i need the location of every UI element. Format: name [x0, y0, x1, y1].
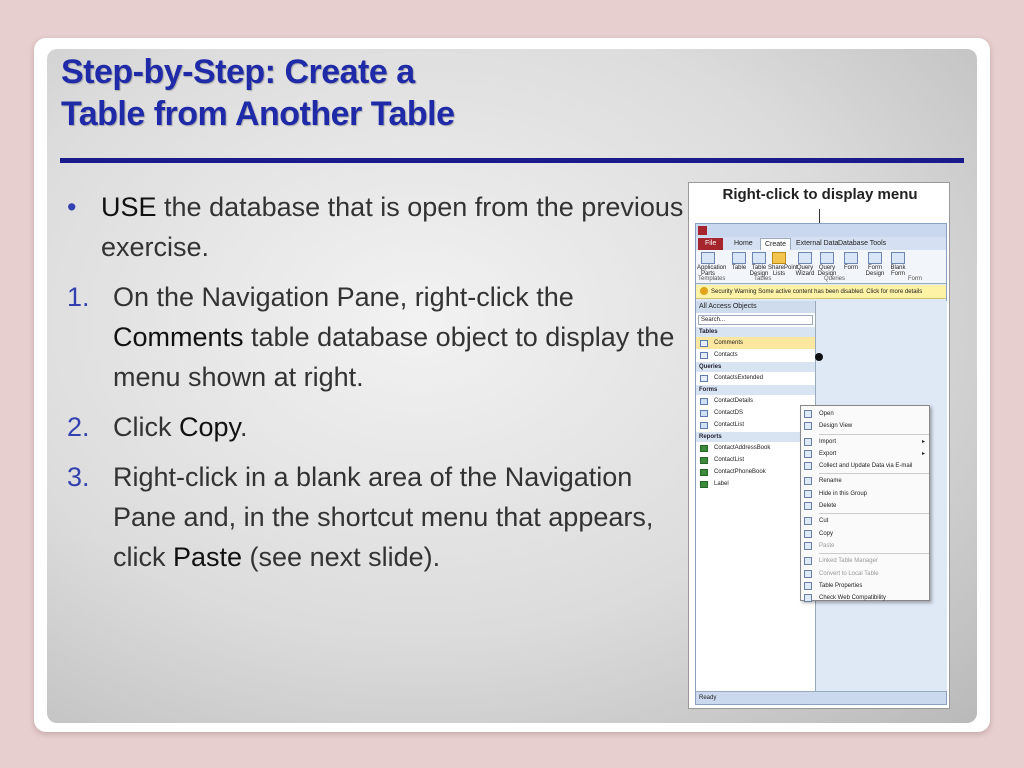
nav-item[interactable]: [696, 478, 815, 490]
table-icon: [700, 340, 708, 347]
nav-item-label: ContactAddressBook: [714, 445, 771, 451]
access-app-icon: [698, 226, 707, 235]
menu-item-copy[interactable]: [801, 528, 929, 540]
menu-item-icon: [804, 582, 812, 590]
context-menu: [800, 405, 930, 601]
status-bar: Ready: [696, 691, 946, 704]
ribbon-button-query-design[interactable]: [816, 252, 838, 277]
ribbon-group-label: Templates: [698, 276, 726, 282]
ribbon-button-label: Table Design: [749, 265, 769, 277]
menu-separator: [819, 553, 929, 554]
menu-item-icon: [804, 594, 812, 602]
menu-item-delete[interactable]: [801, 500, 929, 512]
form-icon: [700, 398, 708, 405]
report-icon: [700, 469, 708, 476]
ribbon-button-icon: [868, 252, 882, 264]
title-line-1: Step-by-Step: Create a: [61, 53, 415, 91]
menu-item-icon: [804, 462, 812, 470]
ribbon-tab-file[interactable]: File: [698, 238, 723, 250]
step-text-post: .: [240, 412, 248, 442]
report-icon: [700, 481, 708, 488]
security-warning-text: Security Warning Some active content has been disabled. Click for more details: [711, 289, 923, 295]
step-text-pre: Right-click in a blank area of the Navigation Pane and, in the shortcut menu that appears, click: [113, 462, 654, 572]
ribbon-tabs: [696, 237, 946, 250]
callout-dot: [815, 353, 823, 361]
menu-item-collect-and-update-data-via-e-mail[interactable]: [801, 460, 929, 472]
table-icon: [700, 352, 708, 359]
menu-separator: [819, 513, 929, 514]
menu-item-label: Copy: [819, 530, 834, 537]
menu-item-label: Table Properties: [819, 582, 863, 589]
nav-item-label: ContactList: [714, 457, 745, 463]
menu-item-icon: [804, 450, 812, 458]
menu-item-label: Open: [819, 411, 834, 417]
bullet-text: [101, 187, 687, 267]
ribbon-button-icon: [798, 252, 812, 264]
ribbon-button-query-wizard[interactable]: [794, 252, 816, 277]
ribbon-button-label: SharePoint Lists: [768, 265, 798, 277]
menu-item-table-properties[interactable]: [801, 580, 929, 592]
menu-item-paste: [801, 540, 929, 552]
nav-search-input[interactable]: Search...: [698, 315, 813, 325]
menu-item-icon: [804, 502, 812, 510]
nav-item-label: ContactPhoneBook: [714, 469, 766, 475]
nav-item-label: ContactList: [714, 422, 745, 428]
bullet-keyword: USE: [101, 192, 157, 222]
ribbon-button-icon: [732, 252, 746, 264]
nav-item[interactable]: [696, 442, 815, 454]
menu-item-import[interactable]: [801, 436, 929, 448]
step-text: [113, 407, 248, 447]
query-icon: [700, 375, 708, 382]
menu-item-label: Design View: [819, 423, 853, 430]
ribbon: [696, 250, 946, 284]
nav-group-tables[interactable]: Tables: [696, 327, 815, 337]
nav-item-label: ContactsExtended: [714, 375, 764, 381]
ribbon-button-label: Query Design: [817, 265, 837, 277]
menu-separator: [819, 473, 929, 474]
nav-item[interactable]: [696, 337, 815, 349]
menu-item-icon: [804, 477, 812, 485]
title-divider: [60, 158, 964, 163]
bullet-marker: •: [67, 192, 77, 222]
slide-title: [61, 51, 455, 135]
ribbon-tab-home[interactable]: Home: [734, 240, 753, 247]
menu-item-open[interactable]: [801, 408, 929, 420]
ribbon-button-icon: [891, 252, 905, 264]
ribbon-button-label: Form: [844, 265, 858, 271]
step-number: 3.: [67, 462, 90, 492]
report-icon: [700, 457, 708, 464]
ribbon-button-label: Query Wizard: [795, 265, 815, 277]
ribbon-group-label: Form: [908, 276, 922, 282]
nav-item[interactable]: [696, 372, 815, 384]
title-line-2: Table from Another Table: [61, 95, 455, 133]
ribbon-button-label: Application Parts: [697, 265, 727, 277]
ribbon-button-label: Table: [731, 265, 747, 271]
menu-item-icon: [804, 490, 812, 498]
menu-item-label: Linked Table Manager: [819, 558, 878, 565]
ribbon-button-table[interactable]: [728, 252, 750, 271]
bullet-use: [67, 187, 687, 267]
ribbon-button-icon: [772, 252, 786, 264]
menu-item-icon: [804, 542, 812, 550]
ribbon-button-application-parts[interactable]: [697, 252, 727, 277]
ribbon-tab-external-data[interactable]: External Data: [796, 240, 839, 247]
menu-item-linked-table-manager: [801, 555, 929, 567]
nav-item[interactable]: [696, 407, 815, 419]
ribbon-button-icon: [752, 252, 766, 264]
ribbon-button-sharepoint-lists[interactable]: [768, 252, 798, 277]
menu-item-label: Convert to Local Table: [819, 570, 879, 577]
nav-item[interactable]: [696, 349, 815, 361]
nav-pane-header[interactable]: All Access Objects: [696, 301, 815, 313]
ribbon-button-table-design[interactable]: [748, 252, 770, 277]
nav-item[interactable]: [696, 466, 815, 478]
navigation-pane: [696, 301, 816, 691]
slide-body: [67, 187, 687, 577]
nav-item-label: Contacts: [714, 352, 738, 358]
step-1: [67, 277, 687, 397]
quick-access-toolbar: [696, 224, 946, 237]
menu-item-icon: [804, 517, 812, 525]
ribbon-tab-database-tools[interactable]: Database Tools: [838, 240, 887, 247]
menu-item-convert-to-local-table: [801, 568, 929, 580]
nav-item-label: ContactDS: [714, 410, 744, 416]
security-warning-bar[interactable]: [696, 285, 946, 299]
menu-item-icon: [804, 557, 812, 565]
step-text: [113, 277, 687, 397]
nav-item-label: Comments: [714, 340, 744, 346]
nav-item[interactable]: [696, 419, 815, 431]
menu-item-rename[interactable]: [801, 475, 929, 487]
warning-icon: [700, 287, 708, 295]
ribbon-button-label: Form Design: [865, 265, 885, 277]
ribbon-button-icon: [844, 252, 858, 264]
nav-group-forms[interactable]: Forms: [696, 385, 815, 395]
ribbon-group-label: Queries: [824, 276, 846, 282]
nav-group-queries[interactable]: Queries: [696, 362, 815, 372]
menu-item-design-view[interactable]: [801, 420, 929, 432]
step-text-post: (see next slide).: [242, 542, 441, 572]
step-3: [67, 457, 687, 577]
ribbon-button-icon: [701, 252, 715, 264]
step-2: [67, 407, 687, 447]
menu-item-label: Export: [819, 450, 837, 457]
menu-separator: [819, 434, 929, 435]
step-number: 1.: [67, 282, 90, 312]
ribbon-button-form-design[interactable]: [864, 252, 886, 277]
step-keyword: Paste: [173, 542, 243, 572]
menu-item-label: Collect and Update Data via E-mail: [819, 463, 913, 470]
submenu-arrow-icon: ▸: [921, 438, 925, 445]
slide: [47, 49, 977, 723]
menu-item-label: Check Web Compatibility: [819, 595, 886, 602]
submenu-arrow-icon: ▸: [921, 450, 925, 457]
menu-item-check-web-compatibility[interactable]: [801, 592, 929, 604]
access-screenshot: [688, 182, 950, 709]
nav-group-reports[interactable]: Reports: [696, 432, 815, 442]
menu-item-label: Hide in this Group: [819, 490, 868, 497]
step-text: [113, 457, 687, 577]
nav-item-label: ContactDetails: [714, 398, 754, 404]
step-text-pre: Click: [113, 412, 179, 442]
menu-item-label: Paste: [819, 542, 835, 549]
ribbon-button-icon: [820, 252, 834, 264]
nav-item-label: Label: [714, 481, 729, 487]
nav-item[interactable]: [696, 395, 815, 407]
step-text-pre: On the Navigation Pane, right-click the: [113, 282, 574, 312]
menu-item-label: Import: [819, 438, 837, 445]
step-number: 2.: [67, 412, 90, 442]
form-icon: [700, 422, 708, 429]
ribbon-button-form[interactable]: [840, 252, 862, 271]
step-keyword: Copy: [179, 412, 241, 442]
ribbon-button-blank-form[interactable]: [887, 252, 909, 277]
bullet-rest: the database that is open from the previous exercise.: [101, 192, 684, 262]
menu-item-label: Cut: [819, 518, 829, 525]
menu-item-icon: [804, 410, 812, 418]
menu-item-label: Rename: [819, 478, 842, 485]
access-window: [695, 223, 947, 705]
ribbon-button-label: Blank Form: [890, 265, 906, 277]
ribbon-tab-create[interactable]: Create: [760, 238, 791, 250]
step-keyword: Comments: [113, 322, 244, 352]
menu-item-cut[interactable]: [801, 515, 929, 527]
menu-item-icon: [804, 422, 812, 430]
menu-item-export[interactable]: [801, 448, 929, 460]
form-icon: [700, 410, 708, 417]
menu-item-hide-in-this-group[interactable]: [801, 488, 929, 500]
report-icon: [700, 445, 708, 452]
step-text-post: table database object to display the menu shown at right.: [113, 322, 675, 392]
ribbon-group-label: Tables: [754, 276, 772, 282]
nav-item[interactable]: [696, 454, 815, 466]
menu-item-label: Delete: [819, 503, 837, 510]
menu-item-icon: [804, 530, 812, 538]
menu-item-icon: [804, 570, 812, 578]
screenshot-caption: Right-click to display menu: [722, 186, 918, 203]
menu-item-icon: [804, 438, 812, 446]
